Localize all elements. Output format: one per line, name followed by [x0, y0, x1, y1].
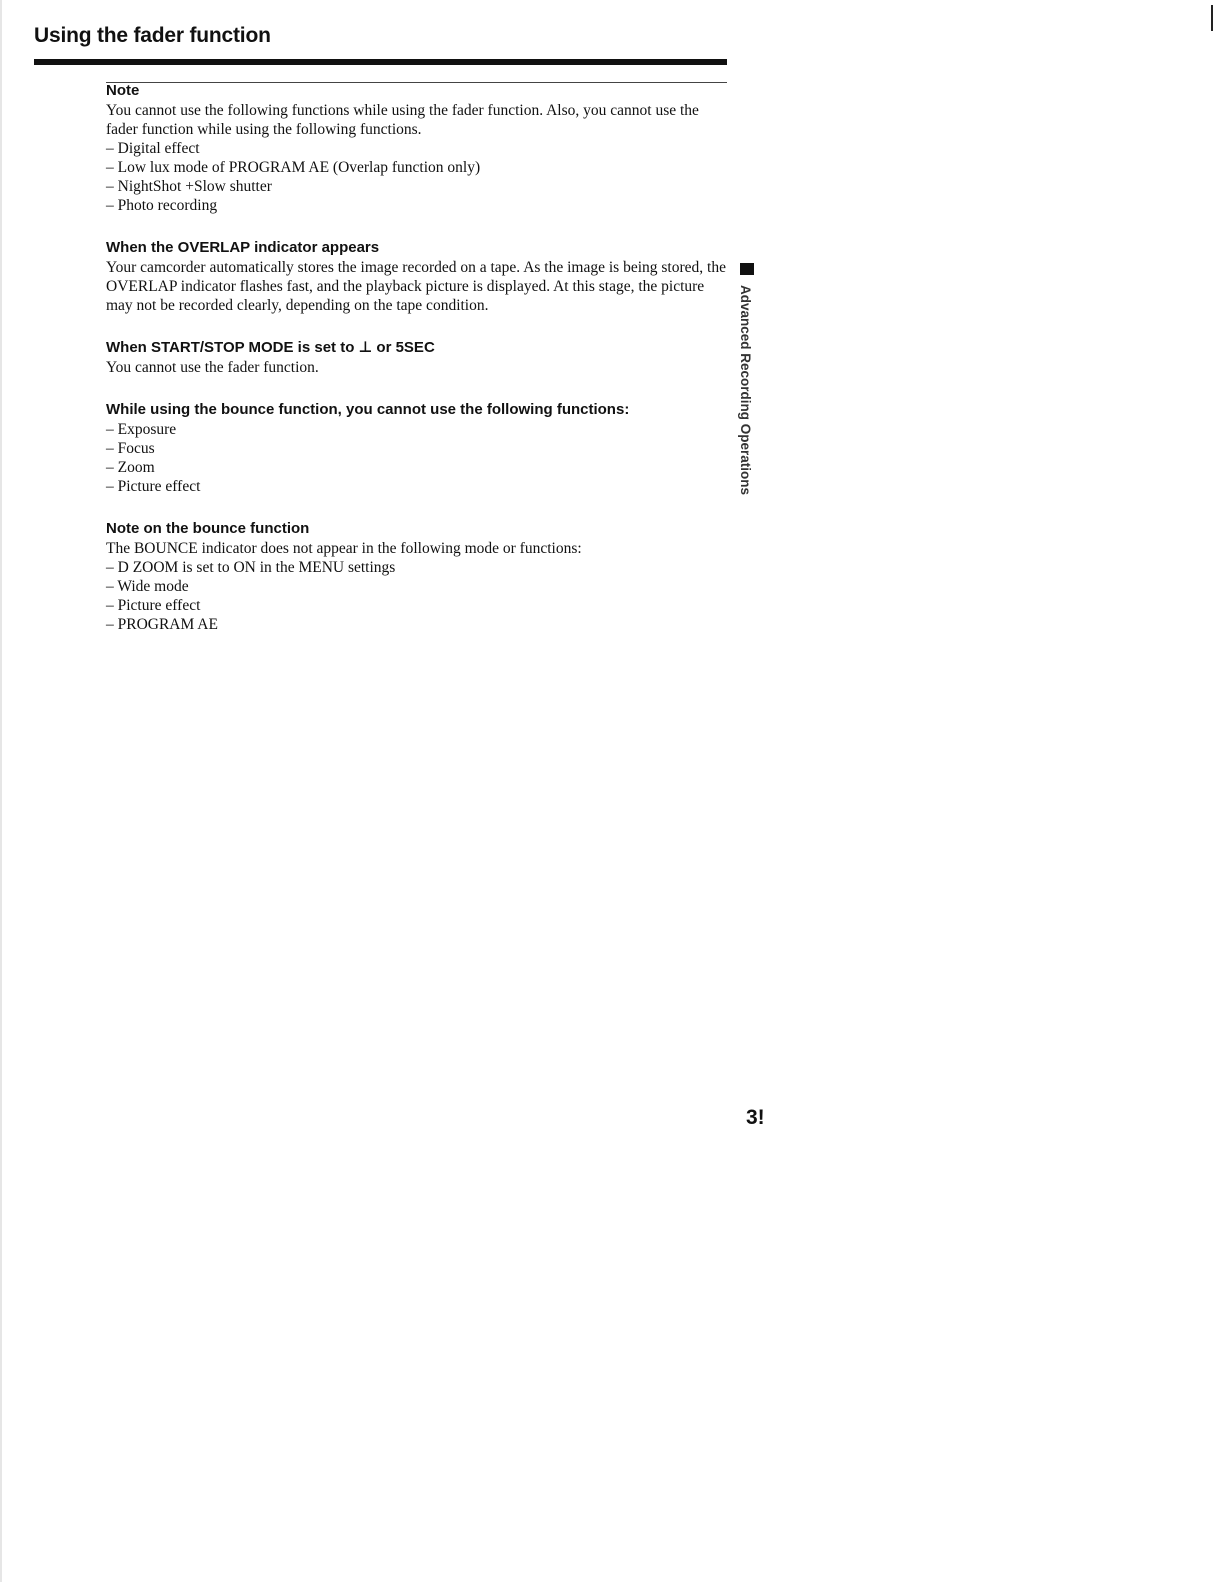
start-stop-section [106, 337, 731, 377]
title-rule [34, 59, 727, 65]
start-stop-heading [106, 337, 731, 358]
list-item: – Picture effect [106, 597, 201, 614]
bounce-restrictions-list [106, 420, 731, 496]
crop-mark [1211, 5, 1213, 31]
bounce-note-text: The BOUNCE indicator does not appear in the following mode or functions: [106, 540, 582, 557]
list-item: – Picture effect [106, 478, 201, 495]
list-item: – Exposure [106, 421, 177, 438]
note-section [106, 80, 731, 215]
page-edge-shadow [0, 0, 2, 1582]
list-item: – Digital effect [106, 140, 200, 157]
overlap-heading: When the OVERLAP indicator appears [106, 239, 380, 256]
page-number: 3! [746, 1106, 765, 1129]
note-text: You cannot use the following functions while using the fader function. Also, you cannot use the fader function while using the following functions. [106, 102, 699, 138]
start-stop-heading-post: or 5SEC [376, 339, 435, 356]
list-item: – Wide mode [106, 578, 189, 595]
bounce-restrictions-heading: While using the bounce function, you cannot use the following functions: [106, 401, 630, 418]
overlap-text: Your camcorder automatically stores the image recorded on a tape. As the image is being stored, the OVERLAP indicator flashes fast, and the playback picture is displayed. At this stage, the picture may not be recorded clearly, depending on the tape condition. [106, 259, 726, 314]
section-tab-marker [740, 263, 754, 275]
start-stop-text: You cannot use the fader function. [106, 359, 319, 376]
list-item: – Focus [106, 440, 155, 457]
section-tab-label: Advanced Recording Operations [738, 285, 753, 496]
start-stop-mode-icon: ⊥ [358, 339, 373, 356]
bounce-note-section [106, 518, 731, 634]
list-item: – Photo recording [106, 197, 218, 214]
note-heading: Note [106, 82, 140, 99]
bounce-note-list [106, 558, 731, 634]
list-item: – Low lux mode of PROGRAM AE (Overlap function only) [106, 159, 481, 176]
start-stop-heading-pre: When START/STOP MODE is set to [106, 339, 355, 356]
list-item: – Zoom [106, 459, 155, 476]
list-item: – PROGRAM AE [106, 616, 218, 633]
list-item: – D ZOOM is set to ON in the MENU settings [106, 559, 396, 576]
content-column [106, 80, 731, 656]
overlap-section [106, 237, 731, 315]
page-title: Using the fader function [34, 24, 271, 47]
bounce-note-heading: Note on the bounce function [106, 520, 310, 537]
bounce-restrictions-section [106, 399, 731, 496]
note-list [106, 139, 731, 215]
list-item: – NightShot +Slow shutter [106, 178, 272, 195]
